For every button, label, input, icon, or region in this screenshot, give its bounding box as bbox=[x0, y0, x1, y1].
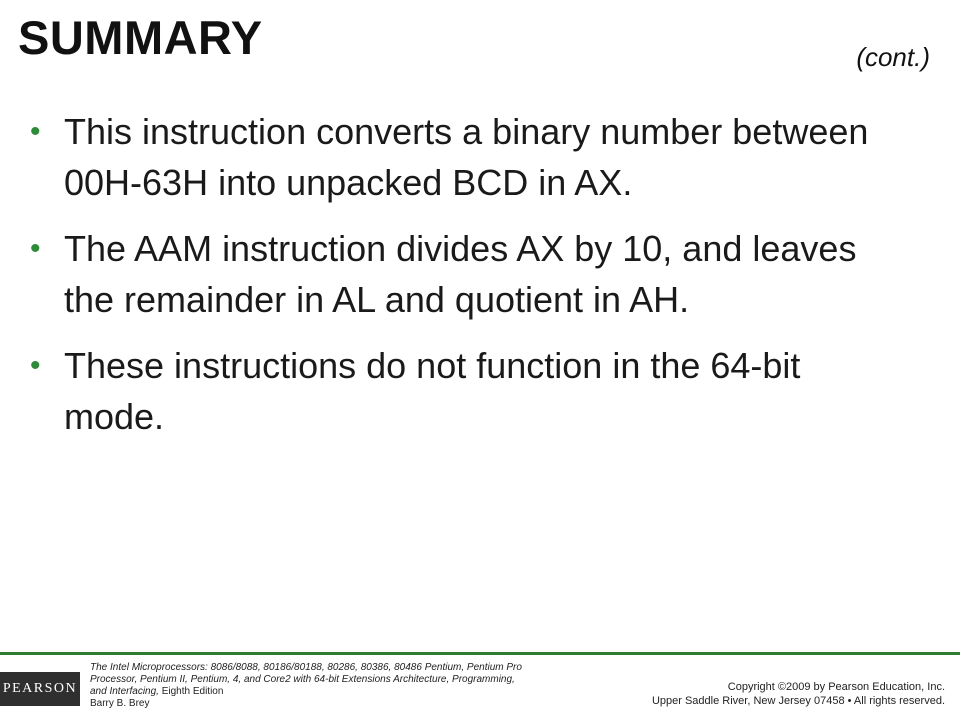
title-continued-label bbox=[856, 44, 930, 70]
title-continued-text: (cont.) bbox=[856, 42, 930, 72]
footer-divider bbox=[0, 652, 960, 655]
bullet-list bbox=[30, 106, 910, 457]
copyright-line-2: Upper Saddle River, New Jersey 07458 • All rights reserved. bbox=[651, 695, 945, 707]
book-author: Barry B. Brey bbox=[90, 698, 150, 709]
bullet-marker: • bbox=[30, 115, 41, 148]
bullet-item-2 bbox=[30, 223, 910, 325]
copyright-line-1: Copyright ©2009 by Pearson Education, Inc. bbox=[727, 681, 945, 693]
book-edition: Eighth Edition bbox=[158, 686, 224, 697]
copyright-notice bbox=[652, 680, 945, 708]
bullet-marker: • bbox=[30, 349, 41, 382]
bullet-item-1 bbox=[30, 106, 910, 208]
bullet-text: These instructions do not function in the 64-bit mode. bbox=[64, 345, 801, 437]
bullet-text: This instruction converts a binary number between 00H-63H into unpacked BCD in AX. bbox=[64, 111, 869, 203]
book-title: The Intel Microprocessors: 8086/8088, 80186/80188, 80286, 80386, 80486 Pentium, Pentium Pro Processor, Pentium II, Pentium, 4, and Core2 with 64-bit Extensions Architecture, Programming, and Interfacing, bbox=[90, 662, 522, 697]
pearson-logo: PEARSON bbox=[0, 672, 80, 706]
bullet-marker: • bbox=[30, 232, 41, 265]
slide-title: SUMMARY bbox=[18, 11, 263, 64]
bullet-item-3 bbox=[30, 340, 910, 442]
bullet-text: The AAM instruction divides AX by 10, and leaves the remainder in AL and quotient in AH. bbox=[64, 228, 857, 320]
book-citation bbox=[90, 662, 530, 710]
